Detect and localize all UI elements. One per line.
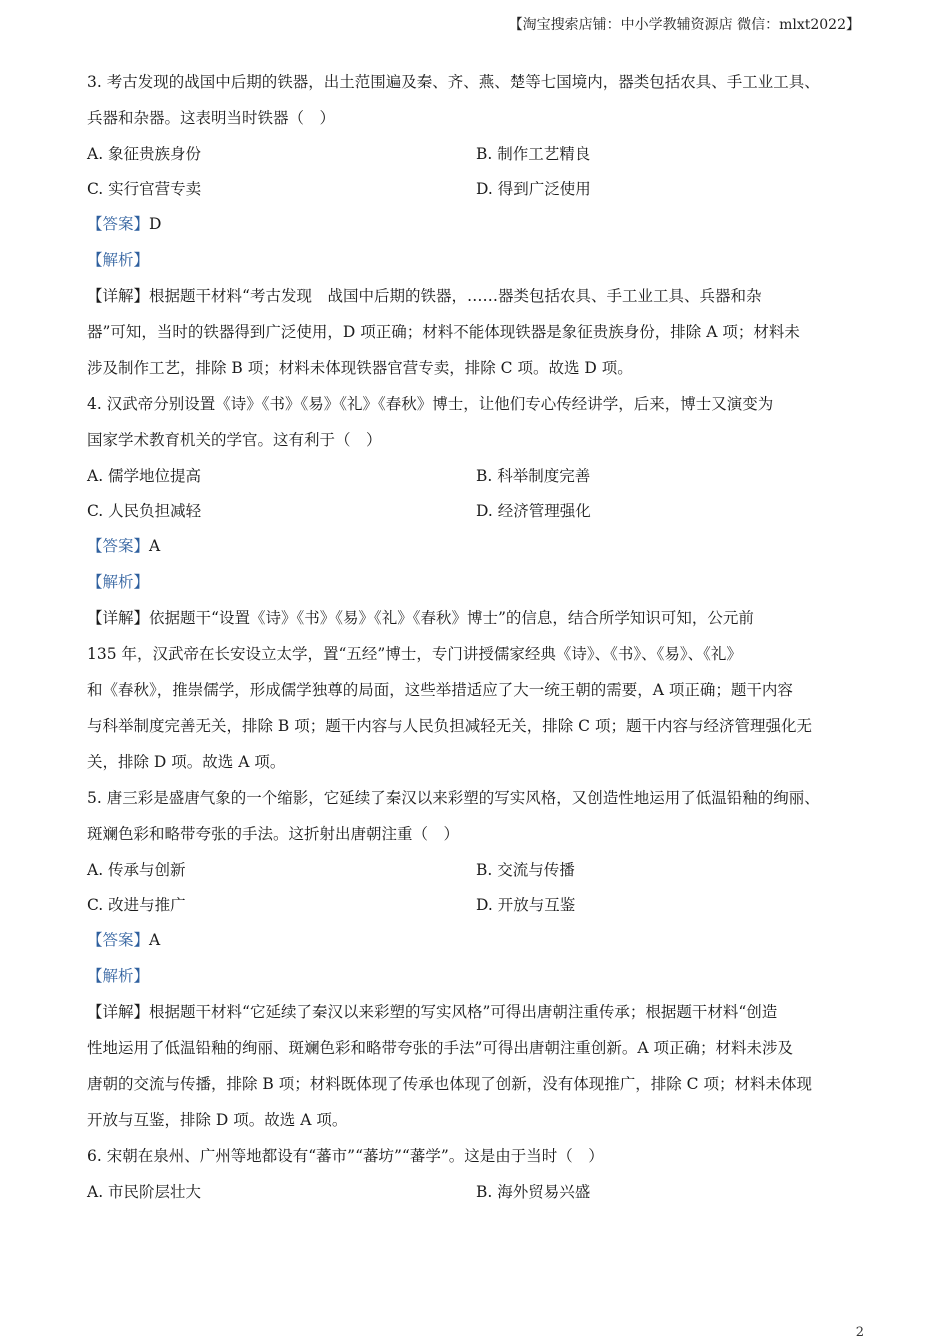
detail-line [87,1000,867,1024]
options-row [87,858,867,882]
answer-line [87,928,867,952]
answer-line [87,534,867,558]
answer-tag: 【答案】 [87,931,150,949]
question-stem-line: 兵器和杂器。这表明当时铁器（ ） [87,109,336,127]
detail-line: 性地运用了低温铅釉的绚丽、斑斓色彩和略带夸张的手法”可得出唐朝注重创新。A 项正确；材料未涉及 [87,1039,794,1057]
detail-line: 和《春秋》，推崇儒学，形成儒学独尊的局面，这些举措适应了大一统王朝的需要，A 项正确；题干内容 [87,681,793,699]
detail-line [87,284,867,308]
option-b: B. 制作工艺精良 [476,145,591,163]
question-4 [87,392,867,774]
question-5 [87,786,867,1132]
option-a: A. 传承与创新 [87,861,186,879]
option-d: D. 经济管理强化 [476,502,591,520]
option-b: B. 科举制度完善 [476,467,591,485]
options-row [87,1180,867,1204]
analysis-tag: 【解析】 [87,251,150,269]
analysis-line [87,964,867,988]
option-c: C. 人民负担减轻 [87,502,202,520]
detail-text: 根据题干材料“考古发现 战国中后期的铁器，……器类包括农具、手工业工具、兵器和杂 [149,287,762,305]
analysis-line [87,248,867,272]
options-row [87,893,867,917]
detail-tag: 【详解】 [87,609,150,627]
answer-line [87,212,867,236]
analysis-tag: 【解析】 [87,967,150,985]
options-row [87,464,867,488]
option-d: D. 开放与互鉴 [476,896,576,914]
document-body [87,70,867,1215]
detail-line: 与科举制度完善无关，排除 B 项；题干内容与人民负担减轻无关，排除 C 项；题干内容与经济管理强化无 [87,717,812,735]
question-3 [87,70,867,380]
option-c: C. 实行官营专卖 [87,180,202,198]
page-number: 2 [855,1325,864,1340]
detail-tag: 【详解】 [87,287,150,305]
options-row [87,177,867,201]
detail-line [87,606,867,630]
detail-text: 依据题干“设置《诗》《书》《易》《礼》《春秋》博士”的信息，结合所学知识可知，公元前 [149,609,754,627]
options-row [87,499,867,523]
option-d: D. 得到广泛使用 [476,180,591,198]
analysis-tag: 【解析】 [87,573,150,591]
question-stem-line: 4. 汉武帝分别设置《诗》《书》《易》《礼》《春秋》博士，让他们专心传经讲学，后来，博士又演变为 [87,395,774,413]
page-header: 【淘宝搜索店铺：中小学教辅资源店 微信：mlxt2022】 [508,17,860,33]
question-stem-line: 3. 考古发现的战国中后期的铁器，出土范围遍及秦、齐、燕、楚等七国境内，器类包括农具、手工业工具、 [87,73,820,91]
question-6 [87,1144,867,1204]
detail-line: 涉及制作工艺，排除 B 项；材料未体现铁器官营专卖，排除 C 项。故选 D 项。 [87,359,633,377]
option-a: A. 象征贵族身份 [87,145,202,163]
detail-line: 开放与互鉴，排除 D 项。故选 A 项。 [87,1111,348,1129]
options-row [87,142,867,166]
option-c: C. 改进与推广 [87,896,186,914]
detail-line: 唐朝的交流与传播，排除 B 项；材料既体现了传承也体现了创新，没有体现推广，排除 C 项；材料未体现 [87,1075,812,1093]
answer-value: A [149,931,161,949]
answer-tag: 【答案】 [87,215,150,233]
question-stem-line: 斑斓色彩和略带夸张的手法。这折射出唐朝注重（ ） [87,825,460,843]
question-stem-line: 国家学术教育机关的学官。这有利于（ ） [87,431,382,449]
option-a: A. 儒学地位提高 [87,467,202,485]
option-b: B. 海外贸易兴盛 [476,1183,591,1201]
answer-tag: 【答案】 [87,537,150,555]
detail-line: 关，排除 D 项。故选 A 项。 [87,753,286,771]
answer-value: A [149,537,161,555]
option-a: A. 市民阶层壮大 [87,1183,202,1201]
question-stem-line: 5. 唐三彩是盛唐气象的一个缩影，它延续了秦汉以来彩塑的写实风格，又创造性地运用了低温铅釉的绚丽、 [87,789,820,807]
detail-tag: 【详解】 [87,1003,150,1021]
detail-line: 135 年，汉武帝在长安设立太学，置“五经”博士，专门讲授儒家经典《诗》、《书》、《易》、《礼》 [87,645,742,663]
analysis-line [87,570,867,594]
option-b: B. 交流与传播 [476,861,575,879]
detail-text: 根据题干材料“它延续了秦汉以来彩塑的写实风格”可得出唐朝注重传承；根据题干材料“创造 [149,1003,778,1021]
question-stem-line: 6. 宋朝在泉州、广州等地都设有“蕃市”“蕃坊”“蕃学”。这是由于当时（ ） [87,1147,604,1165]
answer-value: D [149,215,162,233]
detail-line: 器”可知，当时的铁器得到广泛使用，D 项正确；材料不能体现铁器是象征贵族身份，排除 A 项；材料未 [87,323,800,341]
